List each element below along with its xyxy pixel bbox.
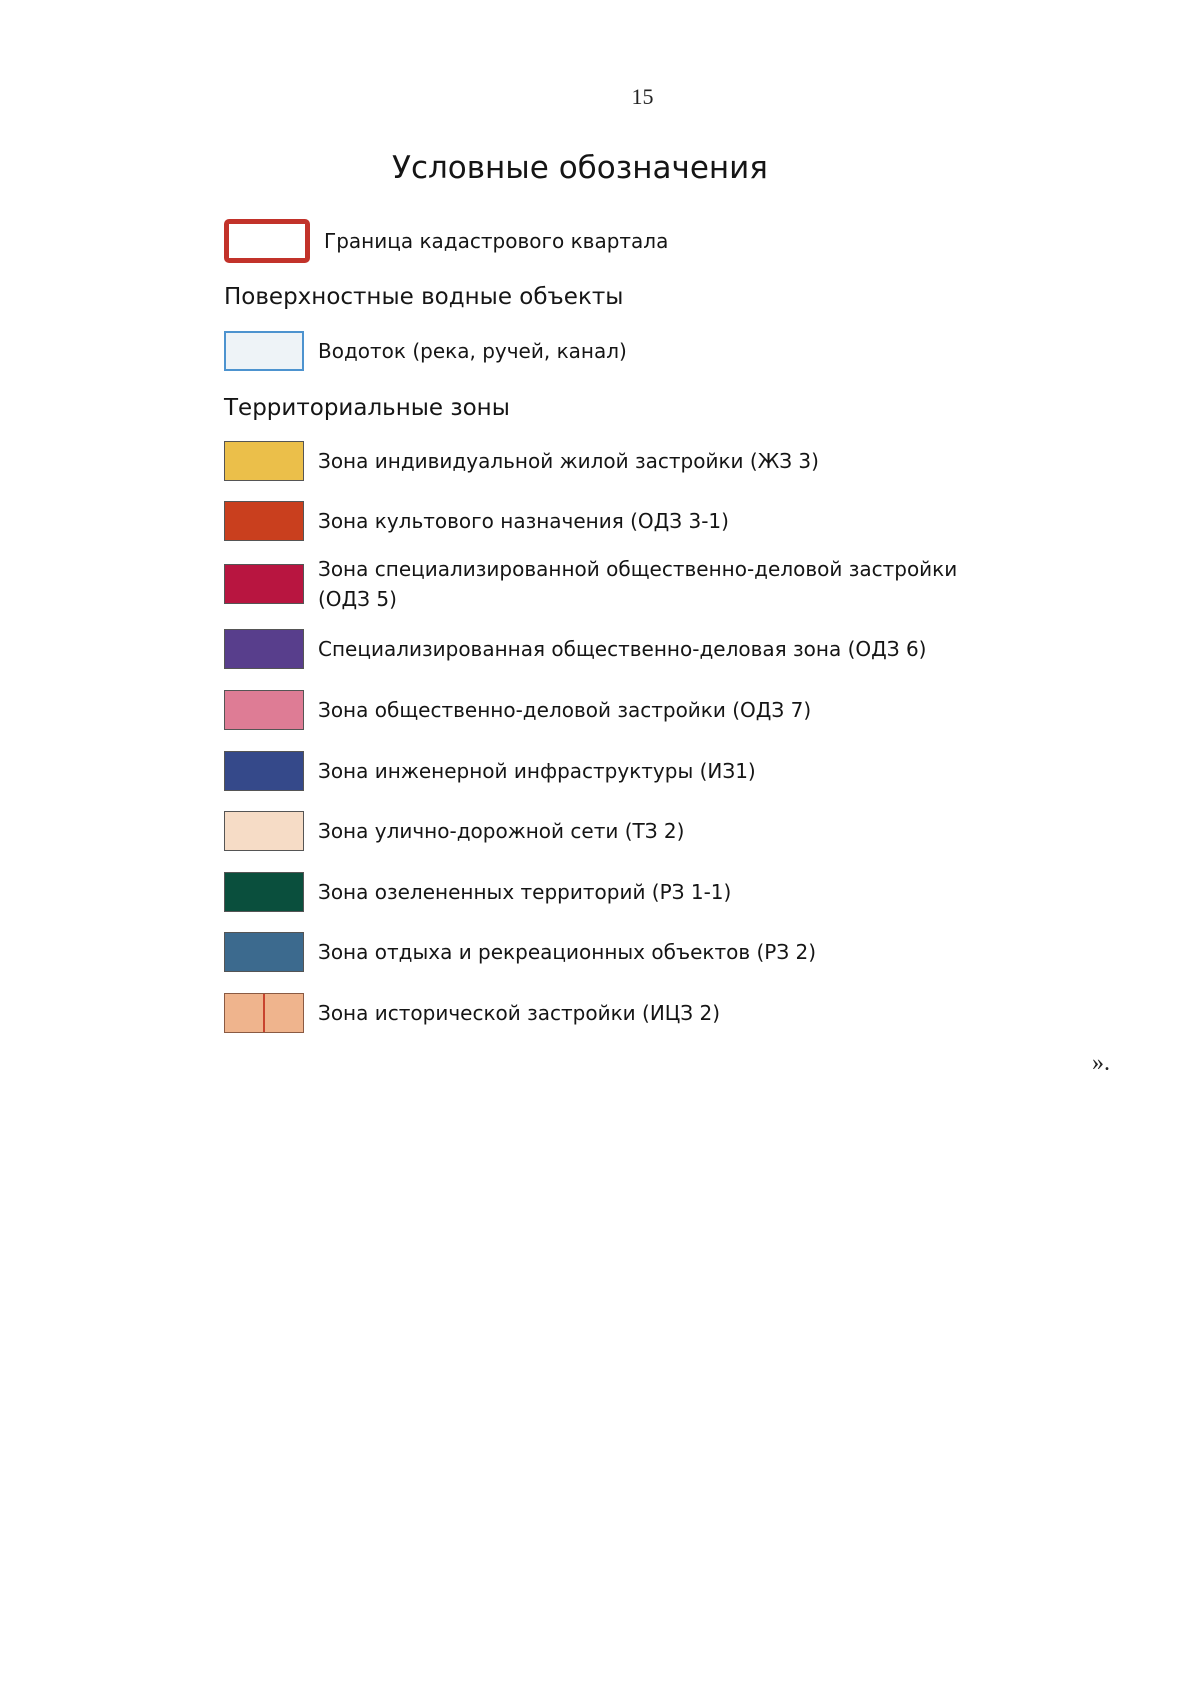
legend-title: Условные обозначения xyxy=(392,150,768,186)
closing-quote-mark: ». xyxy=(1092,1050,1110,1076)
watercourse-swatch-icon xyxy=(224,331,304,371)
legend-item-label: Зона специализированной общественно-деловой застройки (ОДЗ 5) xyxy=(318,557,958,611)
legend-item-zone xyxy=(224,751,756,791)
zone-odz5-swatch-icon xyxy=(224,564,304,604)
legend-item-label: Зона культового назначения (ОДЗ 3-1) xyxy=(318,509,729,533)
legend-item-zone xyxy=(224,554,958,614)
legend-item-label: Зона общественно-деловой застройки (ОДЗ 7) xyxy=(318,698,812,722)
legend-item-label: Зона отдыха и рекреационных объектов (РЗ 2) xyxy=(318,940,817,964)
zone-odz3-1-swatch-icon xyxy=(224,501,304,541)
legend-item-boundary xyxy=(224,219,668,263)
legend-item-label: Зона инженерной инфраструктуры (ИЗ1) xyxy=(318,759,756,783)
zone-zh3-swatch-icon xyxy=(224,441,304,481)
zone-odz7-swatch-icon xyxy=(224,690,304,730)
zone-tz2-swatch-icon xyxy=(224,811,304,851)
legend-item-label: Специализированная общественно-деловая зона (ОДЗ 6) xyxy=(318,637,927,661)
zone-iz1-swatch-icon xyxy=(224,751,304,791)
legend-item-zone xyxy=(224,441,819,481)
boundary-swatch-icon xyxy=(224,219,310,263)
legend-item-zone xyxy=(224,629,926,669)
section-heading-water: Поверхностные водные объекты xyxy=(224,284,624,310)
legend-item-zone xyxy=(224,932,816,972)
section-heading-zones: Территориальные зоны xyxy=(224,395,510,421)
legend-item-zone xyxy=(224,872,731,912)
zone-rz1-1-swatch-icon xyxy=(224,872,304,912)
legend-item-label: Зона индивидуальной жилой застройки (ЖЗ 3) xyxy=(318,449,819,473)
zone-icz2-swatch-icon xyxy=(224,993,304,1033)
legend-item-zone xyxy=(224,690,811,730)
legend-item-watercourse xyxy=(224,331,627,371)
legend-item-label: Зона озелененных территорий (РЗ 1-1) xyxy=(318,880,732,904)
legend-item-label: Зона улично-дорожной сети (ТЗ 2) xyxy=(318,819,685,843)
legend-item-label: Зона исторической застройки (ИЦЗ 2) xyxy=(318,1001,721,1025)
legend-item-zone xyxy=(224,811,684,851)
legend-item-label: Граница кадастрового квартала xyxy=(324,229,669,253)
legend-item-zone xyxy=(224,501,729,541)
page-number: 15 xyxy=(631,84,654,109)
zone-odz6-swatch-icon xyxy=(224,629,304,669)
legend-item-zone xyxy=(224,993,720,1033)
zone-rz2-swatch-icon xyxy=(224,932,304,972)
legend-item-label: Водоток (река, ручей, канал) xyxy=(318,339,627,363)
